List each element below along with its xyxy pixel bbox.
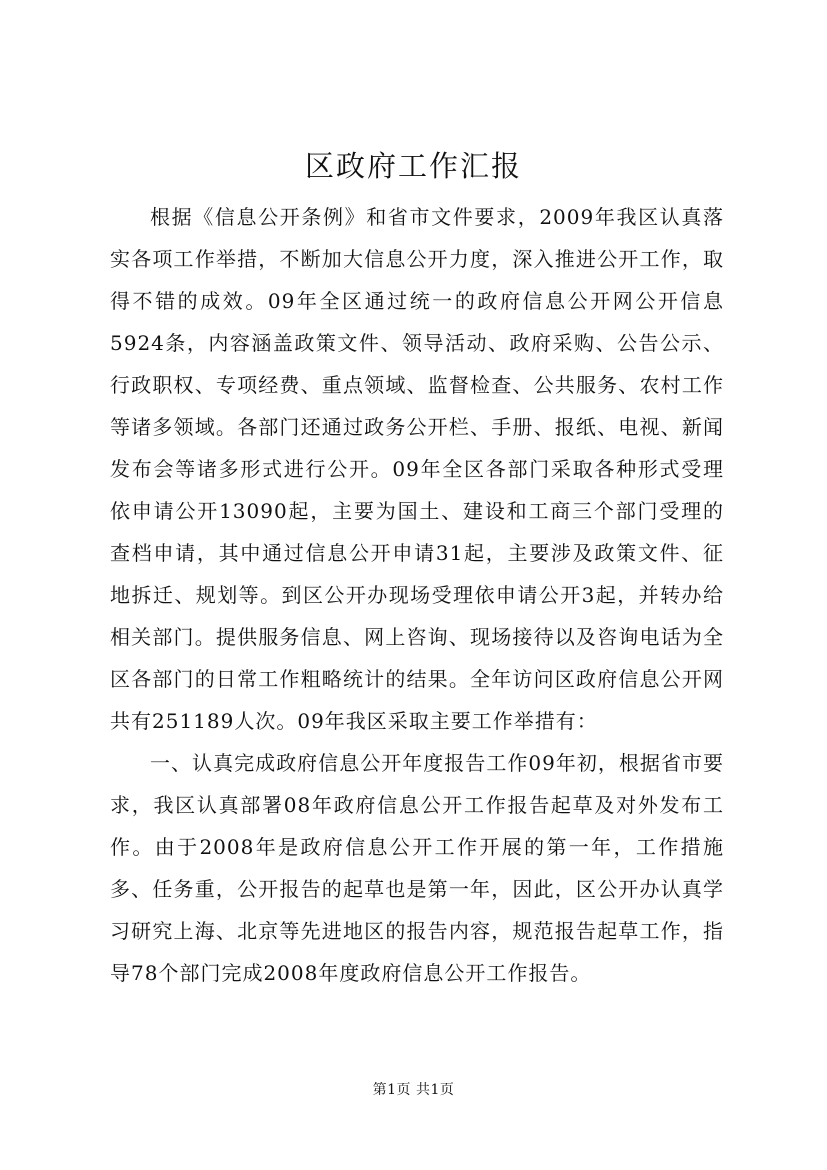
document-body <box>110 196 724 994</box>
paragraph-intro: 根据《信息公开条例》和省市文件要求，2009年我区认真落实各项工作举措，不断加大信息公开力度，深入推进公开工作，取得不错的成效。09年全区通过统一的政府信息公开网公开信息5924条，内容涵盖政策文件、领导活动、政府采购、公告公示、行政职权、专项经费、重点领域、监督检查、公共服务、农村工作等诸多领域。各部门还通过政务公开栏、手册、报纸、电视、新闻发布会等诸多形式进行公开。09年全区各部门采取各种形式受理依申请公开13090起，主要为国土、建设和工商三个部门受理的查档申请，其中通过信息公开申请31起，主要涉及政策文件、征地拆迁、规划等。到区公开办现场受理依申请公开3起，并转办给相关部门。提供服务信息、网上咨询、现场接待以及咨询电话为全区各部门的日常工作粗略统计的结果。全年访问区政府信息公开网共有251189人次。09年我区采取主要工作举措有： <box>110 205 724 733</box>
paragraph-item-one: 一、认真完成政府信息公开年度报告工作09年初，根据省市要求，我区认真部署08年政府信息公开工作报告起草及对外发布工作。由于2008年是政府信息公开工作开展的第一年，工作措施多、任务重，公开报告的起草也是第一年，因此，区公开办认真学习研究上海、北京等先进地区的报告内容，规范报告起草工作，指导78个部门完成2008年度政府信息公开工作报告。 <box>110 751 724 985</box>
document-title: 区政府工作汇报 <box>304 149 522 183</box>
page-footer: 第1页 共1页 <box>372 1082 455 1098</box>
